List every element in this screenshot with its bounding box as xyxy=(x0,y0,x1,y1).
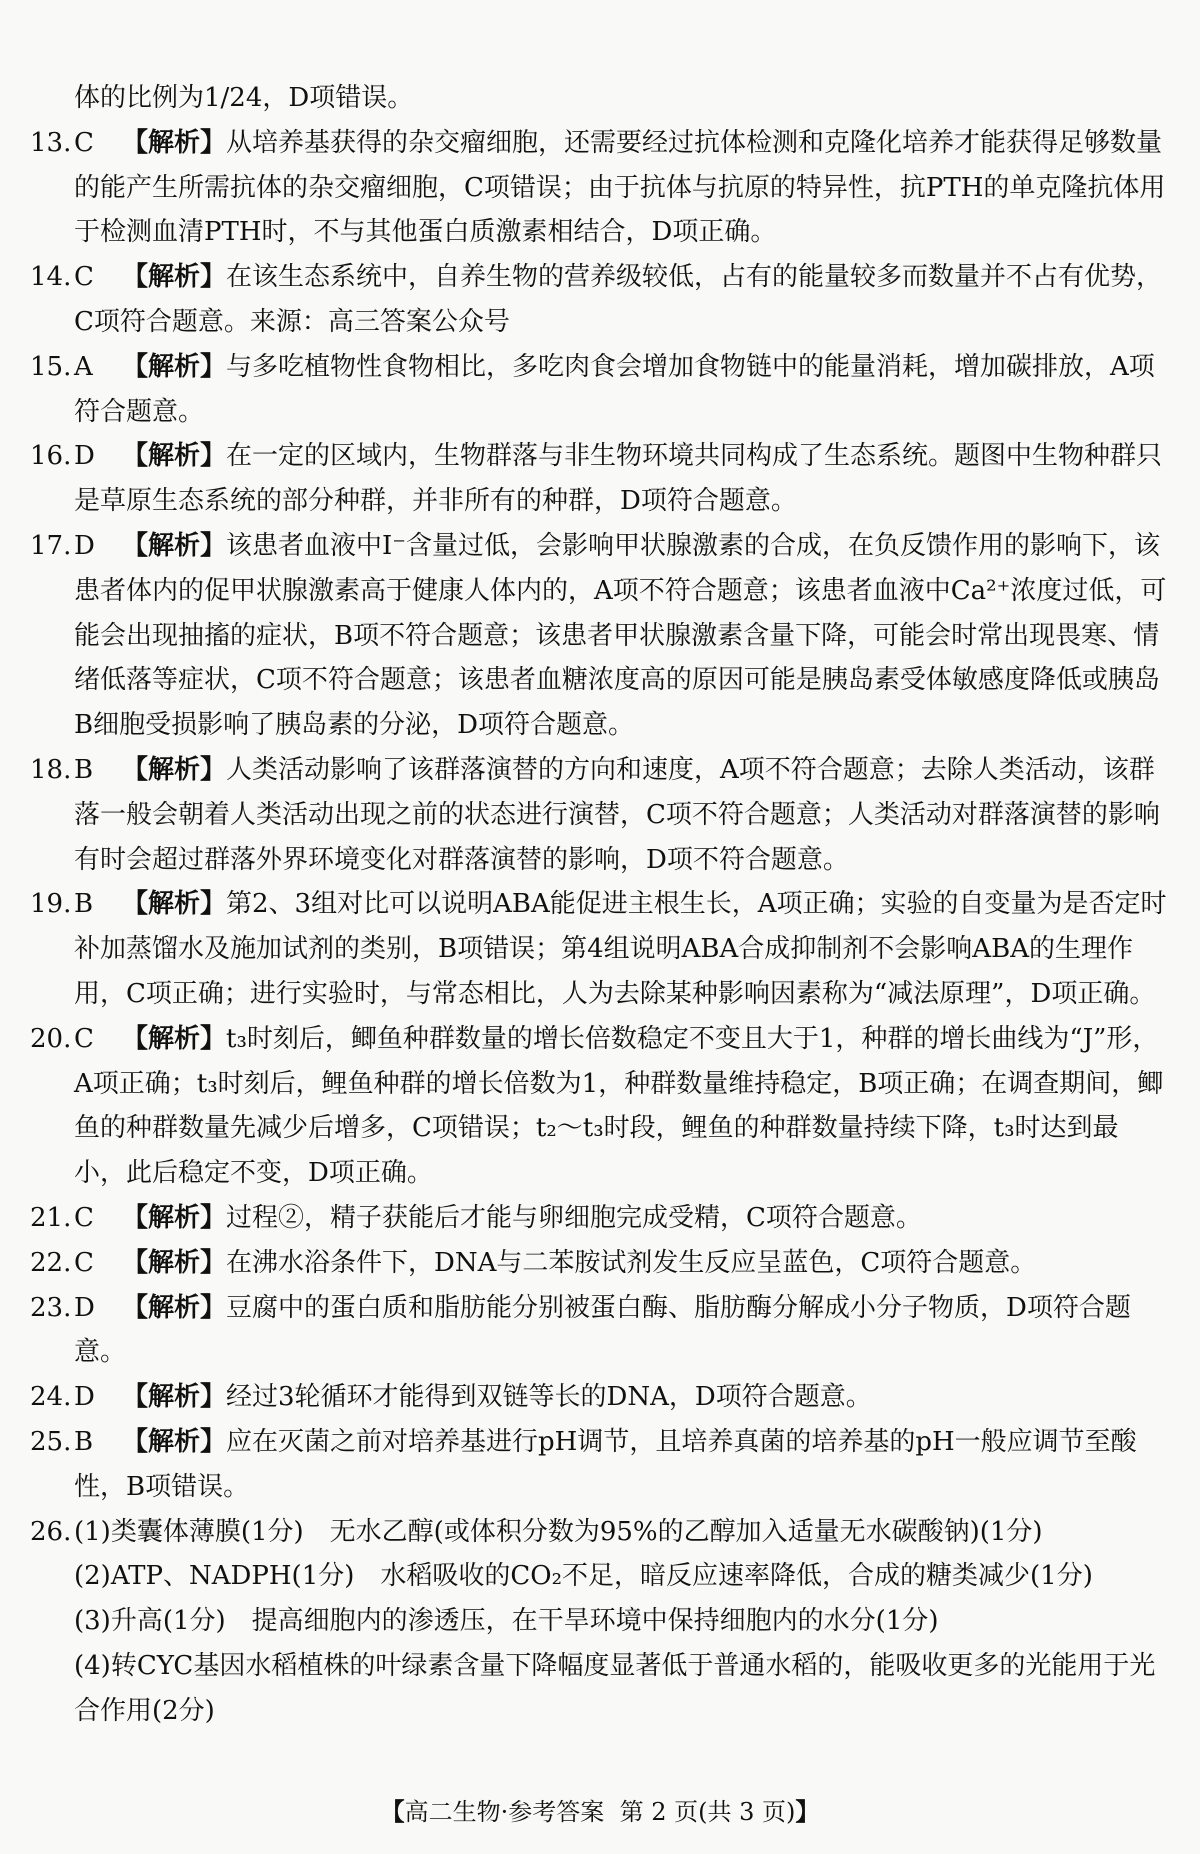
answer-item xyxy=(30,524,1170,748)
answer-letter: A xyxy=(74,351,93,382)
answer-letter: C xyxy=(74,262,94,293)
answer-item xyxy=(30,121,1170,255)
answer-item xyxy=(30,1017,1170,1196)
analysis-tag: 【解析】 xyxy=(122,1247,227,1278)
page-footer xyxy=(0,1797,1200,1827)
question-number: 21. xyxy=(30,1202,72,1233)
answer-item xyxy=(30,1286,1170,1376)
analysis-text: 过程②，精子获能后才能与卵细胞完成受精，C项符合题意。 xyxy=(226,1202,922,1233)
footer-title: 高二生物·参考答案 xyxy=(404,1798,605,1826)
analysis-tag: 【解析】 xyxy=(122,1202,227,1233)
sub-answer-first: (1)类囊体薄膜(1分) xyxy=(74,1516,304,1547)
footer-bracket-left: 【 xyxy=(380,1797,405,1826)
analysis-tag: 【解析】 xyxy=(122,127,227,158)
question-number: 20. xyxy=(30,1023,72,1054)
analysis-tag: 【解析】 xyxy=(122,1292,227,1323)
question-number: 25. xyxy=(30,1426,72,1457)
answer-content xyxy=(30,76,1170,1733)
answer-letter: D xyxy=(74,441,95,472)
question-number: 26. xyxy=(30,1516,72,1547)
question-number: 16. xyxy=(30,441,72,472)
analysis-tag: 【解析】 xyxy=(122,1382,227,1413)
answer-item xyxy=(30,1420,1170,1510)
analysis-text: 在沸水浴条件下，DNA与二苯胺试剂发生反应呈蓝色，C项符合题意。 xyxy=(226,1247,1037,1278)
footer-bracket-right: 】 xyxy=(795,1797,820,1826)
answer-letter: B xyxy=(74,754,94,785)
question-26 xyxy=(30,1510,1170,1734)
analysis-text: 经过3轮循环才能得到双链等长的DNA，D项符合题意。 xyxy=(226,1382,872,1413)
sub-answer-first: (4)转CYC基因水稻植株的叶绿素含量下降幅度显著低于普通水稻的，能吸收更多的光能用于光合作用(2分) xyxy=(74,1650,1156,1726)
analysis-tag: 【解析】 xyxy=(122,441,227,472)
question-number: 13. xyxy=(30,127,72,158)
answer-letter: D xyxy=(74,1292,95,1323)
analysis-tag: 【解析】 xyxy=(122,889,227,920)
analysis-text: 人类活动影响了该群落演替的方向和速度，A项不符合题意；去除人类活动，该群落一般会朝着人类活动出现之前的状态进行演替，C项不符合题意；人类活动对群落演替的影响有时会超过群落外界环境变化对群落演替的影响，D项不符合题意。 xyxy=(74,754,1160,875)
question-number: 23. xyxy=(30,1292,72,1323)
question-number: 15. xyxy=(30,351,72,382)
sub-answer-first: (2)ATP、NADPH(1分) xyxy=(74,1561,355,1592)
analysis-tag: 【解析】 xyxy=(122,262,227,293)
answer-letter: B xyxy=(74,1426,94,1457)
analysis-text: 在一定的区域内，生物群落与非生物环境共同构成了生态系统。题图中生物种群只是草原生态系统的部分种群，并非所有的种群，D项符合题意。 xyxy=(74,441,1163,517)
analysis-tag: 【解析】 xyxy=(122,351,227,382)
sub-answer-second: 水稻吸收的CO₂不足，暗反应速率降低，合成的糖类减少(1分) xyxy=(380,1561,1093,1592)
continued-line: 体的比例为1/24，D项错误。 xyxy=(74,83,414,113)
question-number: 24. xyxy=(30,1382,72,1413)
answer-letter: C xyxy=(74,127,94,158)
analysis-tag: 【解析】 xyxy=(122,754,227,785)
sub-answer-second: 无水乙醇(或体积分数为95%的乙醇加入适量无水碳酸钠)(1分) xyxy=(329,1516,1043,1547)
analysis-text: 从培养基获得的杂交瘤细胞，还需要经过抗体检测和克隆化培养才能获得足够数量的能产生所需抗体的杂交瘤细胞，C项错误；由于抗体与抗原的特异性，抗PTH的单克隆抗体用于检测血清PTH时，不与其他蛋白质激素相结合，D项正确。 xyxy=(74,127,1166,248)
analysis-tag: 【解析】 xyxy=(122,1023,227,1054)
sub-answer xyxy=(74,1644,1170,1734)
analysis-text: 该患者血液中I⁻含量过低，会影响甲状腺激素的合成，在负反馈作用的影响下，该患者体内的促甲状腺激素高于健康人体内的，A项不符合题意；该患者血液中Ca²⁺浓度过低，可能会出现抽搐的症状，B项不符合题意；该患者甲状腺激素含量下降，可能会时常出现畏寒、情绪低落等症状，C项不符合题意；该患者血糖浓度高的原因可能是胰岛素受体敏感度降低或胰岛B细胞受损影响了胰岛素的分泌，D项符合题意。 xyxy=(74,530,1167,741)
analysis-tag: 【解析】 xyxy=(122,1426,227,1457)
analysis-tag: 【解析】 xyxy=(122,530,227,561)
answer-item xyxy=(30,882,1170,1016)
question-number: 19. xyxy=(30,889,72,920)
analysis-text: 豆腐中的蛋白质和脂肪能分别被蛋白酶、脂肪酶分解成小分子物质，D项符合题意。 xyxy=(74,1292,1131,1368)
sub-answer xyxy=(74,1599,1170,1644)
analysis-text: 应在灭菌之前对培养基进行pH调节，且培养真菌的培养基的pH一般应调节至酸性，B项错误。 xyxy=(74,1426,1137,1502)
answer-item xyxy=(30,748,1170,882)
answer-letter: B xyxy=(74,889,94,920)
answer-letter: D xyxy=(74,530,95,561)
question-number: 14. xyxy=(30,262,72,293)
sub-answer xyxy=(74,1554,1170,1599)
analysis-text: t₃时刻后，鲫鱼种群数量的增长倍数稳定不变且大于1，种群的增长曲线为“J”形，A项正确；t₃时刻后，鲤鱼种群的增长倍数为1，种群数量维持稳定，B项正确；在调查期间，鲫鱼的种群数量先减少后增多，C项错误；t₂～t₃时段，鲤鱼的种群数量持续下降，t₃时达到最小，此后稳定不变，D项正确。 xyxy=(74,1023,1164,1189)
analysis-text: 与多吃植物性食物相比，多吃肉食会增加食物链中的能量消耗，增加碳排放，A项符合题意。 xyxy=(74,351,1155,427)
sub-answer-second: 提高细胞内的渗透压，在干旱环境中保持细胞内的水分(1分) xyxy=(251,1606,939,1637)
sub-answer-first: (3)升高(1分) xyxy=(74,1606,226,1637)
question-number: 18. xyxy=(30,754,72,785)
analysis-text: 在该生态系统中，自养生物的营养级较低，占有的能量较多而数量并不占有优势，C项符合题意。来源：高三答案公众号 xyxy=(74,262,1163,337)
answer-item xyxy=(30,1196,1170,1241)
answer-item xyxy=(30,1375,1170,1420)
answer-item xyxy=(30,434,1170,524)
footer-page-number: 第 2 页(共 3 页) xyxy=(619,1798,796,1826)
answer-item xyxy=(30,255,1170,345)
answer-letter: D xyxy=(74,1382,95,1413)
question-number: 17. xyxy=(30,530,72,561)
question-26-parts xyxy=(74,1510,1170,1734)
question-number: 22. xyxy=(30,1247,72,1278)
sub-answer xyxy=(74,1510,1170,1555)
analysis-text: 第2、3组对比可以说明ABA能促进主根生长，A项正确；实验的自变量为是否定时补加蒸馏水及施加试剂的类别，B项错误；第4组说明ABA合成抑制剂不会影响ABA的生理作用，C项正确；进行实验时，与常态相比，人为去除某种影响因素称为“减法原理”，D项正确。 xyxy=(74,889,1167,1009)
answer-letter: C xyxy=(74,1202,94,1233)
answer-list xyxy=(30,121,1170,1510)
answer-letter: C xyxy=(74,1023,94,1054)
answer-item xyxy=(30,1241,1170,1286)
answer-item xyxy=(30,345,1170,435)
answer-letter: C xyxy=(74,1247,94,1278)
